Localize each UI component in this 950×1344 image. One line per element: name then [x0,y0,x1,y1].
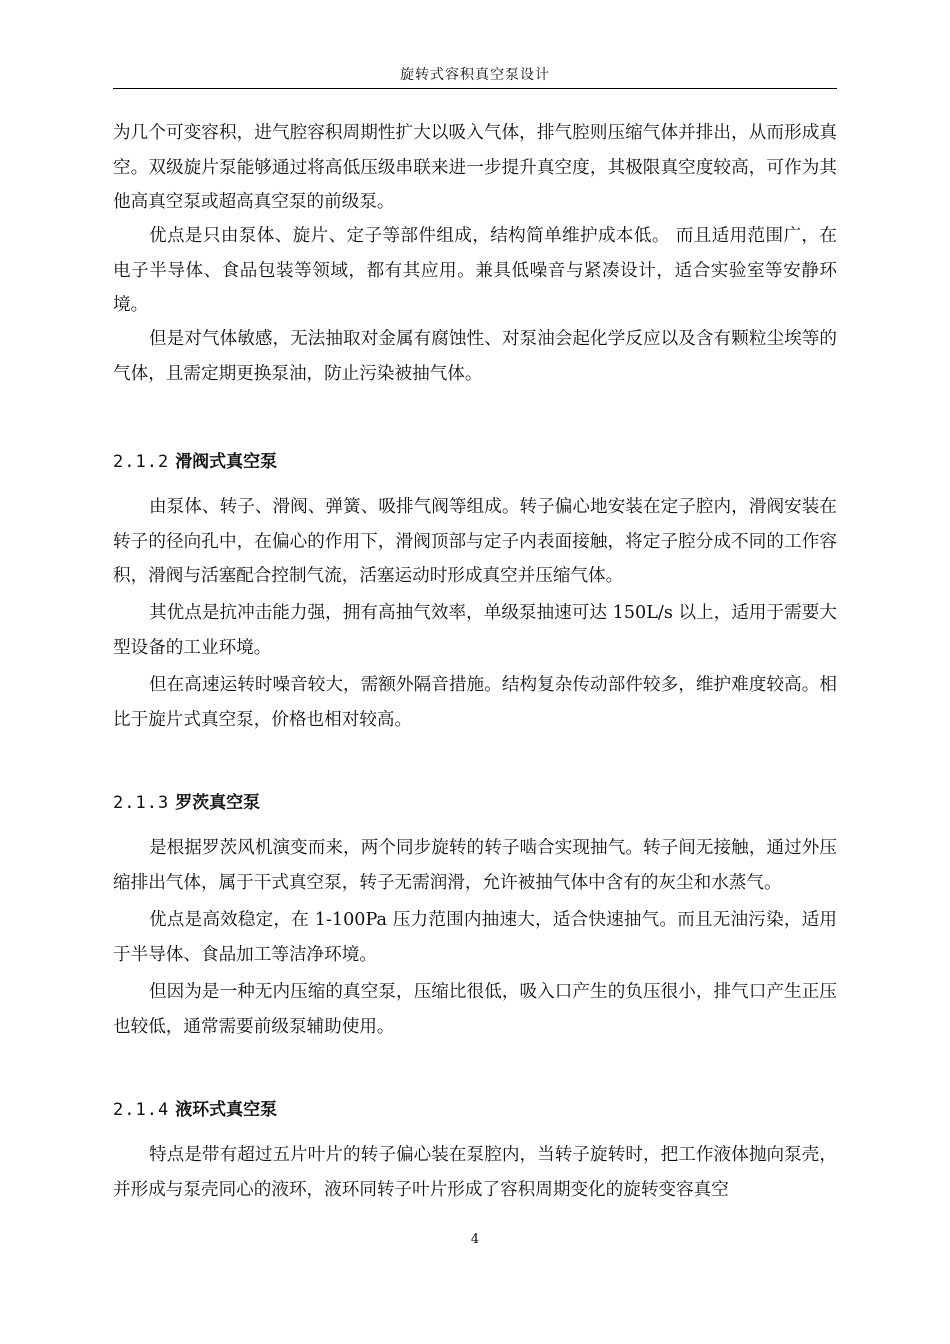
running-header: 旋转式容积真空泵设计 [400,67,550,83]
paragraph-roots-disadvantages: 但因为是一种无内压缩的真空泵，压缩比很低，吸入口产生的负压很小，排气口产生正压也较低，通常需要前级泵辅助使用。 [113,982,837,1037]
section-heading-2-1-4 [113,1098,837,1122]
paragraph-sliding-valve-advantages: 其优点是抗冲击能力强，拥有高抽气效率，单级泵抽速可达 150L/s 以上，适用于需要大型设备的工业环境。 [113,603,837,658]
section-title: 滑阀式真空泵 [175,452,278,472]
paragraph-sliding-valve-disadvantages: 但在高速运转时噪音较大，需额外隔音措施。结构复杂传动部件较多，维护难度较高。相比于旋片式真空泵，价格也相对较高。 [113,675,837,730]
page-number: 4 [470,1232,480,1247]
paragraph-sliding-valve-structure: 由泵体、转子、滑阀、弹簧、吸排气阀等组成。转子偏心地安装在定子腔内，滑阀安装在转子的径向孔中，在偏心的作用下，滑阀顶部与定子内表面接触，将定子腔分成不同的工作容积，滑阀与活塞配合控制气流，活塞运动时形成真空并压缩气体。 [113,497,837,586]
section-heading-2-1-2 [113,450,837,474]
paragraph-disadvantages: 但是对气体敏感，无法抽取对金属有腐蚀性、对泵油会起化学反应以及含有颗粒尘埃等的气体，且需定期更换泵油，防止污染被抽气体。 [113,329,837,384]
paragraph-intro-continued: 为几个可变容积，进气腔容积周期性扩大以吸入气体，排气腔则压缩气体并排出，从而形成真空。双级旋片泵能够通过将高低压级串联来进一步提升真空度，其极限真空度较高，可作为其他高真空泵或超高真空泵的前级泵。 [113,123,837,212]
section-title: 罗茨真空泵 [175,793,261,813]
header-divider [113,88,837,89]
section-heading-2-1-3 [113,791,837,815]
paragraph-advantages: 优点是只由泵体、旋片、定子等部件组成，结构简单维护成本低。 而且适用范围广，在电子半导体、食品包装等领域，都有其应用。兼具低噪音与紧凑设计，适合实验室等安静环境。 [113,226,837,315]
section-number: 2.1.3 [113,793,170,813]
section-number: 2.1.2 [113,452,170,472]
paragraph-liquid-ring-structure: 特点是带有超过五片叶片的转子偏心装在泵腔内，当转子旋转时，把工作液体抛向泵壳，并形成与泵壳同心的液环，液环同转子叶片形成了容积周期变化的旋转变容真空 [113,1145,837,1200]
paragraph-roots-structure: 是根据罗茨风机演变而来，两个同步旋转的转子啮合实现抽气。转子间无接触，通过外压缩排出气体，属于干式真空泵，转子无需润滑，允许被抽气体中含有的灰尘和水蒸气。 [113,838,837,893]
section-title: 液环式真空泵 [175,1100,278,1120]
section-number: 2.1.4 [113,1100,170,1120]
paragraph-roots-advantages: 优点是高效稳定，在 1-100Pa 压力范围内抽速大，适合快速抽气。而且无油污染，适用于半导体、食品加工等洁净环境。 [113,910,837,965]
